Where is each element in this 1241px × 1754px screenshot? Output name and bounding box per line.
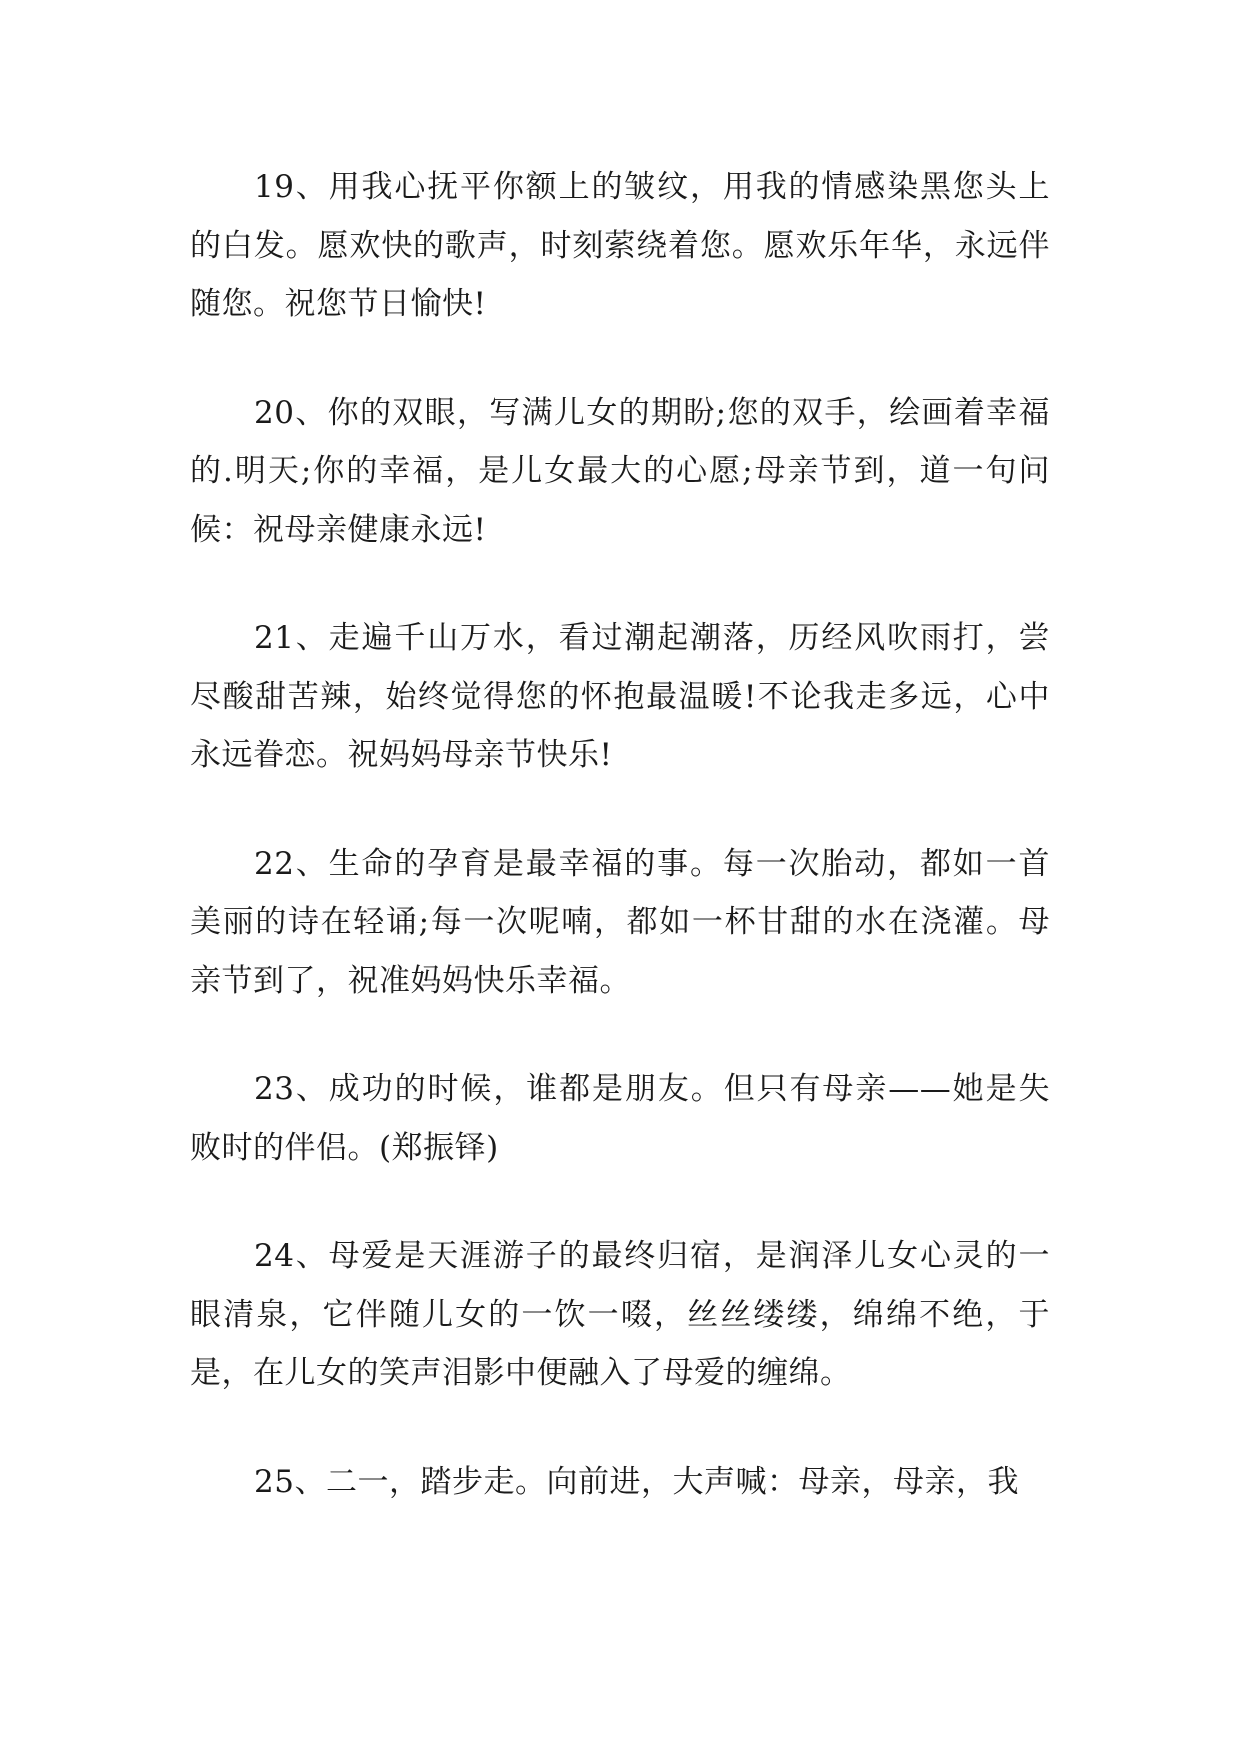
paragraph-24: 24、母爱是天涯游子的最终归宿，是润泽儿女心灵的一眼清泉，它伴随儿女的一饮一啜，丝丝缕缕，绵绵不绝，于是，在儿女的笑声泪影中便融入了母爱的缠绵。 [190, 1238, 1050, 1391]
paragraph-25: 25、二一，踏步走。向前进，大声喊：母亲，母亲，我 [254, 1463, 1019, 1500]
paragraph-23: 23、成功的时候，谁都是朋友。但只有母亲——她是失败时的伴侣。(郑振铎) [190, 1071, 1050, 1166]
paragraph-22: 22、生命的孕育是最幸福的事。每一次胎动，都如一首美丽的诗在轻诵;每一次呢喃，都如一杯甘甜的水在浇灌。母亲节到了，祝准妈妈快乐幸福。 [190, 845, 1050, 999]
paragraph-21: 21、走遍千山万水，看过潮起潮落，历经风吹雨打，尝尽酸甜苦辣，始终觉得您的怀抱最温暖!不论我走多远，心中永远眷恋。祝妈妈母亲节快乐! [190, 620, 1050, 773]
paragraph-19: 19、用我心抚平你额上的皱纹，用我的情感染黑您头上的白发。愿欢快的歌声，时刻萦绕着您。愿欢乐年华，永远伴随您。祝您节日愉快! [190, 169, 1050, 322]
paragraph-20: 20、你的双眼，写满儿女的期盼;您的双手，绘画着幸福的.明天;你的幸福，是儿女最大的心愿;母亲节到，道一句问候：祝母亲健康永远! [190, 394, 1050, 548]
document-body [190, 158, 1050, 1511]
